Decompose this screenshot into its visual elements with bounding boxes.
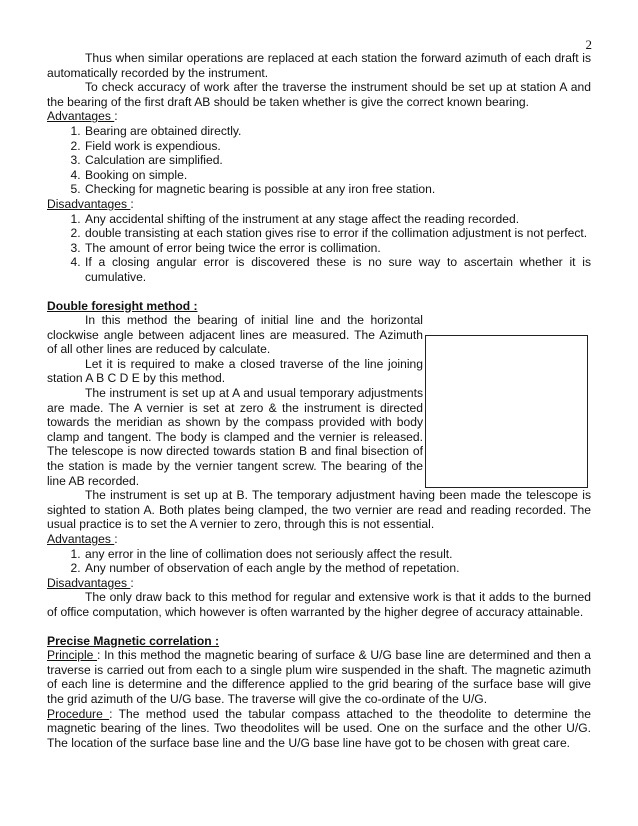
list-item: 3. Calculation are simplified. bbox=[84, 153, 591, 168]
disadvantages-heading: Disadvantages : bbox=[47, 196, 134, 211]
double-foresight-narrow-text bbox=[47, 313, 423, 488]
double-foresight-paragraph-3: The instrument is set up at A and usual temporary adjustments are made. The A vernier is set at zero & the instrument is directed towards the meridian as shown by the compass provided with body clamp and tangent. The body is clamped and the vernier is released. The telescope is now directed towards station B and final bisection of the station is made by the vernier tangent screw. The bearing of the line AB recorded. bbox=[47, 386, 423, 488]
disadvantages-paragraph: The only draw back to this method for regular and extensive work is that it adds to the burned of office computation, which however is often warranted by the higher degree of accuracy attainable. bbox=[47, 590, 591, 619]
precise-magnetic-heading: Precise Magnetic correlation : bbox=[47, 633, 220, 648]
principle-paragraph: Principle : In this method the magnetic bearing of surface & U/G base line are determined and then a traverse is carried out from each to a single plum wire suspended in the shaft. The magnetic azimuth of each line is determine and the difference applied to the grid bearing of the surface base will give the grid azimuth of the U/G base. The traverse will give the co-ordinate of the U/G. bbox=[47, 648, 591, 706]
figure-placeholder-box bbox=[425, 335, 588, 488]
page-number: 2 bbox=[585, 37, 592, 52]
intro-paragraph-2: To check accuracy of work after the traverse the instrument should be set up at station A and the bearing of the first draft AB should be taken whether is give the correct known bearing. bbox=[47, 80, 591, 109]
double-foresight-paragraph-1: In this method the bearing of initial line and the horizontal clockwise angle between adjacent lines are measured. The Azimuth of all other lines are reduced by calculate. bbox=[47, 313, 423, 357]
advantages-list bbox=[47, 124, 591, 197]
list-item: 5. Checking for magnetic bearing is possible at any iron free station. bbox=[84, 182, 591, 197]
double-foresight-heading: Double foresight method : bbox=[47, 298, 198, 313]
double-foresight-paragraph-4: The instrument is set up at B. The temporary adjustment having been made the telescope is sighted to station A. Both plates being clamped, the two vernier are read and reading recorded. The usual practice is to set the A vernier to zero, through this is not essential. bbox=[47, 488, 591, 532]
list-item: 3. The amount of error being twice the error is collimation. bbox=[84, 241, 591, 256]
advantages-heading: Advantages : bbox=[47, 532, 118, 546]
list-item: 1. any error in the line of collimation does not seriously affect the result. bbox=[84, 547, 591, 562]
disadvantages-heading: Disadvantages : bbox=[47, 575, 134, 590]
list-item: 4. If a closing angular error is discovered these is no sure way to ascertain whether it is cumulative. bbox=[84, 255, 591, 284]
list-item: 2. Any number of observation of each angle by the method of repetation. bbox=[84, 561, 591, 576]
list-item: 1. Any accidental shifting of the instrument at any stage affect the reading recorded. bbox=[84, 212, 591, 227]
advantages-list bbox=[47, 547, 591, 576]
list-item: 1. Bearing are obtained directly. bbox=[84, 124, 591, 139]
intro-paragraph-1: Thus when similar operations are replaced at each station the forward azimuth of each draft is automatically recorded by the instrument. bbox=[47, 51, 591, 80]
list-item: 2. Field work is expendious. bbox=[84, 139, 591, 154]
double-foresight-paragraph-2: Let it is required to make a closed traverse of the line joining station A B C D E by this method. bbox=[47, 356, 423, 386]
list-item: 4. Booking on simple. bbox=[84, 168, 591, 183]
list-item: 2. double transisting at each station gives rise to error if the collimation adjustment is not perfect. bbox=[84, 226, 591, 241]
procedure-paragraph: Procedure : The method used the tabular compass attached to the theodolite to determine the magnetic bearing of the lines. Two theodolites will be used. One on the surface and the other U/G. The location of the surface base line and the U/G base line have got to be chosen with great care. bbox=[47, 706, 591, 750]
advantages-heading: Advantages : bbox=[47, 109, 118, 124]
disadvantages-list bbox=[47, 212, 591, 285]
